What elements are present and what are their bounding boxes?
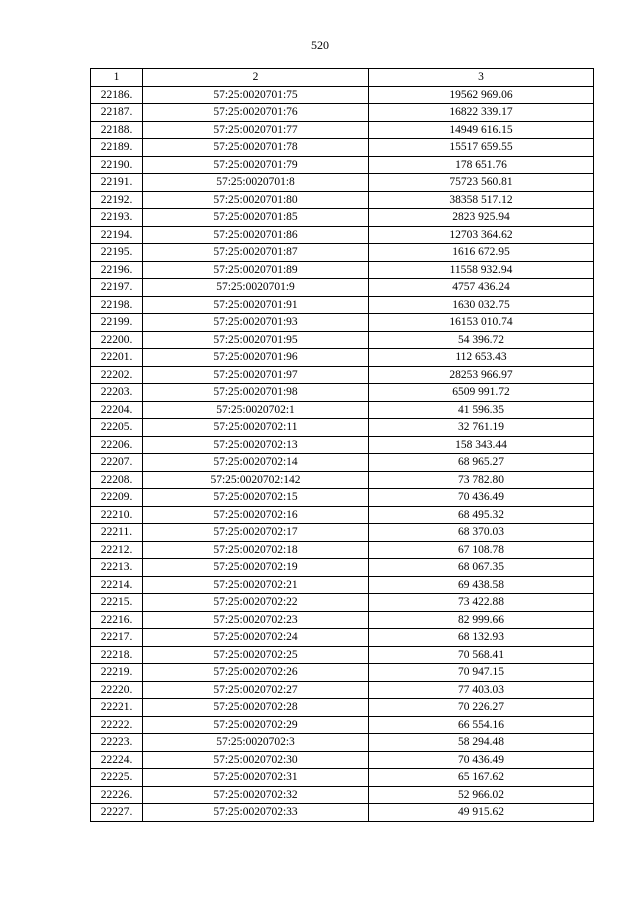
cadastral-number-cell: 57:25:0020702:22: [143, 594, 369, 612]
cadastral-value-cell: 68 965.27: [369, 454, 594, 472]
cadastral-value-cell: 70 436.49: [369, 489, 594, 507]
table-row: [91, 804, 594, 822]
cadastral-value-cell: 38358 517.12: [369, 191, 594, 209]
cadastral-number-cell: 57:25:0020702:3: [143, 734, 369, 752]
cadastral-number-cell: 57:25:0020701:89: [143, 261, 369, 279]
cadastral-value-cell: 6509 991.72: [369, 384, 594, 402]
table-row: [91, 524, 594, 542]
cadastral-number-cell: 57:25:0020702:11: [143, 419, 369, 437]
cadastral-value-cell: 58 294.48: [369, 734, 594, 752]
cadastral-number-cell: 57:25:0020702:19: [143, 559, 369, 577]
row-number-cell: 22203.: [91, 384, 143, 402]
cadastral-number-cell: 57:25:0020702:13: [143, 436, 369, 454]
cadastral-value-cell: 69 438.58: [369, 576, 594, 594]
table-row: [91, 104, 594, 122]
cadastral-number-cell: 57:25:0020702:23: [143, 611, 369, 629]
table-row: [91, 366, 594, 384]
cadastral-number-cell: 57:25:0020702:26: [143, 664, 369, 682]
cadastral-number-cell: 57:25:0020701:77: [143, 121, 369, 139]
cadastral-number-cell: 57:25:0020701:85: [143, 209, 369, 227]
row-number-cell: 22220.: [91, 681, 143, 699]
cadastral-number-cell: 57:25:0020702:16: [143, 506, 369, 524]
column-header-2: 2: [143, 69, 369, 87]
row-number-cell: 22215.: [91, 594, 143, 612]
cadastral-value-cell: 73 422.88: [369, 594, 594, 612]
cadastral-value-cell: 11558 932.94: [369, 261, 594, 279]
table-row: [91, 191, 594, 209]
cadastral-value-cell: 12703 364.62: [369, 226, 594, 244]
row-number-cell: 22204.: [91, 401, 143, 419]
cadastral-number-cell: 57:25:0020701:91: [143, 296, 369, 314]
table-row: [91, 86, 594, 104]
column-header-3: 3: [369, 69, 594, 87]
cadastral-number-cell: 57:25:0020701:98: [143, 384, 369, 402]
cadastral-number-cell: 57:25:0020702:27: [143, 681, 369, 699]
cadastral-value-cell: 41 596.35: [369, 401, 594, 419]
row-number-cell: 22213.: [91, 559, 143, 577]
cadastral-number-cell: 57:25:0020701:9: [143, 279, 369, 297]
row-number-cell: 22216.: [91, 611, 143, 629]
cadastral-number-cell: 57:25:0020702:30: [143, 751, 369, 769]
table-row: [91, 401, 594, 419]
row-number-cell: 22197.: [91, 279, 143, 297]
row-number-cell: 22219.: [91, 664, 143, 682]
table-row: [91, 261, 594, 279]
row-number-cell: 22187.: [91, 104, 143, 122]
row-number-cell: 22207.: [91, 454, 143, 472]
cadastral-number-cell: 57:25:0020701:86: [143, 226, 369, 244]
row-number-cell: 22186.: [91, 86, 143, 104]
header-row: [91, 69, 594, 87]
row-number-cell: 22193.: [91, 209, 143, 227]
page-number: 520: [311, 38, 329, 52]
table-row: [91, 489, 594, 507]
cadastral-value-cell: 70 226.27: [369, 699, 594, 717]
cadastral-number-cell: 57:25:0020701:79: [143, 156, 369, 174]
cadastral-value-cell: 178 651.76: [369, 156, 594, 174]
row-number-cell: 22188.: [91, 121, 143, 139]
cadastral-value-cell: 112 653.43: [369, 349, 594, 367]
cadastral-number-cell: 57:25:0020702:25: [143, 646, 369, 664]
cadastral-number-cell: 57:25:0020701:93: [143, 314, 369, 332]
row-number-cell: 22199.: [91, 314, 143, 332]
cadastral-value-cell: 52 966.02: [369, 786, 594, 804]
table-row: [91, 156, 594, 174]
row-number-cell: 22214.: [91, 576, 143, 594]
row-number-cell: 22195.: [91, 244, 143, 262]
table-row: [91, 349, 594, 367]
column-header-1: 1: [91, 69, 143, 87]
cadastral-number-cell: 57:25:0020702:14: [143, 454, 369, 472]
row-number-cell: 22217.: [91, 629, 143, 647]
cadastral-number-cell: 57:25:0020702:17: [143, 524, 369, 542]
cadastral-value-cell: 73 782.80: [369, 471, 594, 489]
cadastral-value-cell: 1630 032.75: [369, 296, 594, 314]
cadastral-value-cell: 77 403.03: [369, 681, 594, 699]
table-row: [91, 559, 594, 577]
table-header: [91, 69, 594, 87]
row-number-cell: 22198.: [91, 296, 143, 314]
row-number-cell: 22223.: [91, 734, 143, 752]
row-number-cell: 22196.: [91, 261, 143, 279]
row-number-cell: 22192.: [91, 191, 143, 209]
row-number-cell: 22225.: [91, 769, 143, 787]
cadastral-value-cell: 14949 616.15: [369, 121, 594, 139]
table-row: [91, 664, 594, 682]
cadastral-value-cell: 4757 436.24: [369, 279, 594, 297]
cadastral-number-cell: 57:25:0020701:96: [143, 349, 369, 367]
cadastral-value-cell: 68 495.32: [369, 506, 594, 524]
cadastral-value-cell: 68 132.93: [369, 629, 594, 647]
table-row: [91, 121, 594, 139]
cadastral-number-cell: 57:25:0020702:21: [143, 576, 369, 594]
row-number-cell: 22200.: [91, 331, 143, 349]
cadastral-number-cell: 57:25:0020702:32: [143, 786, 369, 804]
row-number-cell: 22221.: [91, 699, 143, 717]
cadastral-number-cell: 57:25:0020701:78: [143, 139, 369, 157]
table-row: [91, 611, 594, 629]
table-row: [91, 734, 594, 752]
cadastral-number-cell: 57:25:0020702:1: [143, 401, 369, 419]
table-row: [91, 384, 594, 402]
cadastral-value-cell: 32 761.19: [369, 419, 594, 437]
table-row: [91, 681, 594, 699]
cadastral-value-cell: 28253 966.97: [369, 366, 594, 384]
cadastral-value-table: [90, 68, 594, 822]
row-number-cell: 22224.: [91, 751, 143, 769]
cadastral-value-cell: 67 108.78: [369, 541, 594, 559]
table-row: [91, 541, 594, 559]
cadastral-value-cell: 16822 339.17: [369, 104, 594, 122]
table-row: [91, 629, 594, 647]
table-row: [91, 314, 594, 332]
table-row: [91, 506, 594, 524]
cadastral-number-cell: 57:25:0020701:8: [143, 174, 369, 192]
cadastral-number-cell: 57:25:0020702:142: [143, 471, 369, 489]
cadastral-value-cell: 70 568.41: [369, 646, 594, 664]
cadastral-value-cell: 66 554.16: [369, 716, 594, 734]
cadastral-value-cell: 2823 925.94: [369, 209, 594, 227]
cadastral-number-cell: 57:25:0020702:15: [143, 489, 369, 507]
cadastral-value-cell: 54 396.72: [369, 331, 594, 349]
table-row: [91, 419, 594, 437]
cadastral-value-cell: 65 167.62: [369, 769, 594, 787]
row-number-cell: 22205.: [91, 419, 143, 437]
table-row: [91, 174, 594, 192]
row-number-cell: 22209.: [91, 489, 143, 507]
row-number-cell: 22202.: [91, 366, 143, 384]
table-row: [91, 576, 594, 594]
row-number-cell: 22206.: [91, 436, 143, 454]
cadastral-value-cell: 68 067.35: [369, 559, 594, 577]
table-row: [91, 139, 594, 157]
row-number-cell: 22201.: [91, 349, 143, 367]
table-row: [91, 244, 594, 262]
table-row: [91, 226, 594, 244]
cadastral-number-cell: 57:25:0020702:18: [143, 541, 369, 559]
cadastral-number-cell: 57:25:0020701:87: [143, 244, 369, 262]
cadastral-value-cell: 158 343.44: [369, 436, 594, 454]
cadastral-value-cell: 19562 969.06: [369, 86, 594, 104]
table-row: [91, 699, 594, 717]
table-row: [91, 436, 594, 454]
row-number-cell: 22227.: [91, 804, 143, 822]
row-number-cell: 22210.: [91, 506, 143, 524]
cadastral-number-cell: 57:25:0020702:24: [143, 629, 369, 647]
table-row: [91, 716, 594, 734]
cadastral-value-cell: 15517 659.55: [369, 139, 594, 157]
table-row: [91, 786, 594, 804]
cadastral-value-cell: 75723 560.81: [369, 174, 594, 192]
table-row: [91, 646, 594, 664]
table-row: [91, 296, 594, 314]
table-row: [91, 209, 594, 227]
cadastral-number-cell: 57:25:0020702:28: [143, 699, 369, 717]
cadastral-value-cell: 70 436.49: [369, 751, 594, 769]
cadastral-number-cell: 57:25:0020701:80: [143, 191, 369, 209]
table-row: [91, 279, 594, 297]
table-row: [91, 751, 594, 769]
table-row: [91, 331, 594, 349]
table-body: [91, 86, 594, 821]
cadastral-number-cell: 57:25:0020701:97: [143, 366, 369, 384]
row-number-cell: 22190.: [91, 156, 143, 174]
row-number-cell: 22189.: [91, 139, 143, 157]
table-row: [91, 594, 594, 612]
cadastral-value-cell: 49 915.62: [369, 804, 594, 822]
cadastral-value-cell: 1616 672.95: [369, 244, 594, 262]
row-number-cell: 22226.: [91, 786, 143, 804]
cadastral-value-cell: 70 947.15: [369, 664, 594, 682]
table-row: [91, 454, 594, 472]
row-number-cell: 22222.: [91, 716, 143, 734]
row-number-cell: 22218.: [91, 646, 143, 664]
table-row: [91, 769, 594, 787]
cadastral-value-cell: 82 999.66: [369, 611, 594, 629]
cadastral-number-cell: 57:25:0020701:95: [143, 331, 369, 349]
row-number-cell: 22211.: [91, 524, 143, 542]
table-row: [91, 471, 594, 489]
cadastral-number-cell: 57:25:0020702:31: [143, 769, 369, 787]
row-number-cell: 22194.: [91, 226, 143, 244]
cadastral-number-cell: 57:25:0020702:29: [143, 716, 369, 734]
row-number-cell: 22212.: [91, 541, 143, 559]
row-number-cell: 22208.: [91, 471, 143, 489]
cadastral-number-cell: 57:25:0020701:75: [143, 86, 369, 104]
cadastral-number-cell: 57:25:0020702:33: [143, 804, 369, 822]
row-number-cell: 22191.: [91, 174, 143, 192]
cadastral-number-cell: 57:25:0020701:76: [143, 104, 369, 122]
cadastral-value-cell: 68 370.03: [369, 524, 594, 542]
cadastral-value-cell: 16153 010.74: [369, 314, 594, 332]
